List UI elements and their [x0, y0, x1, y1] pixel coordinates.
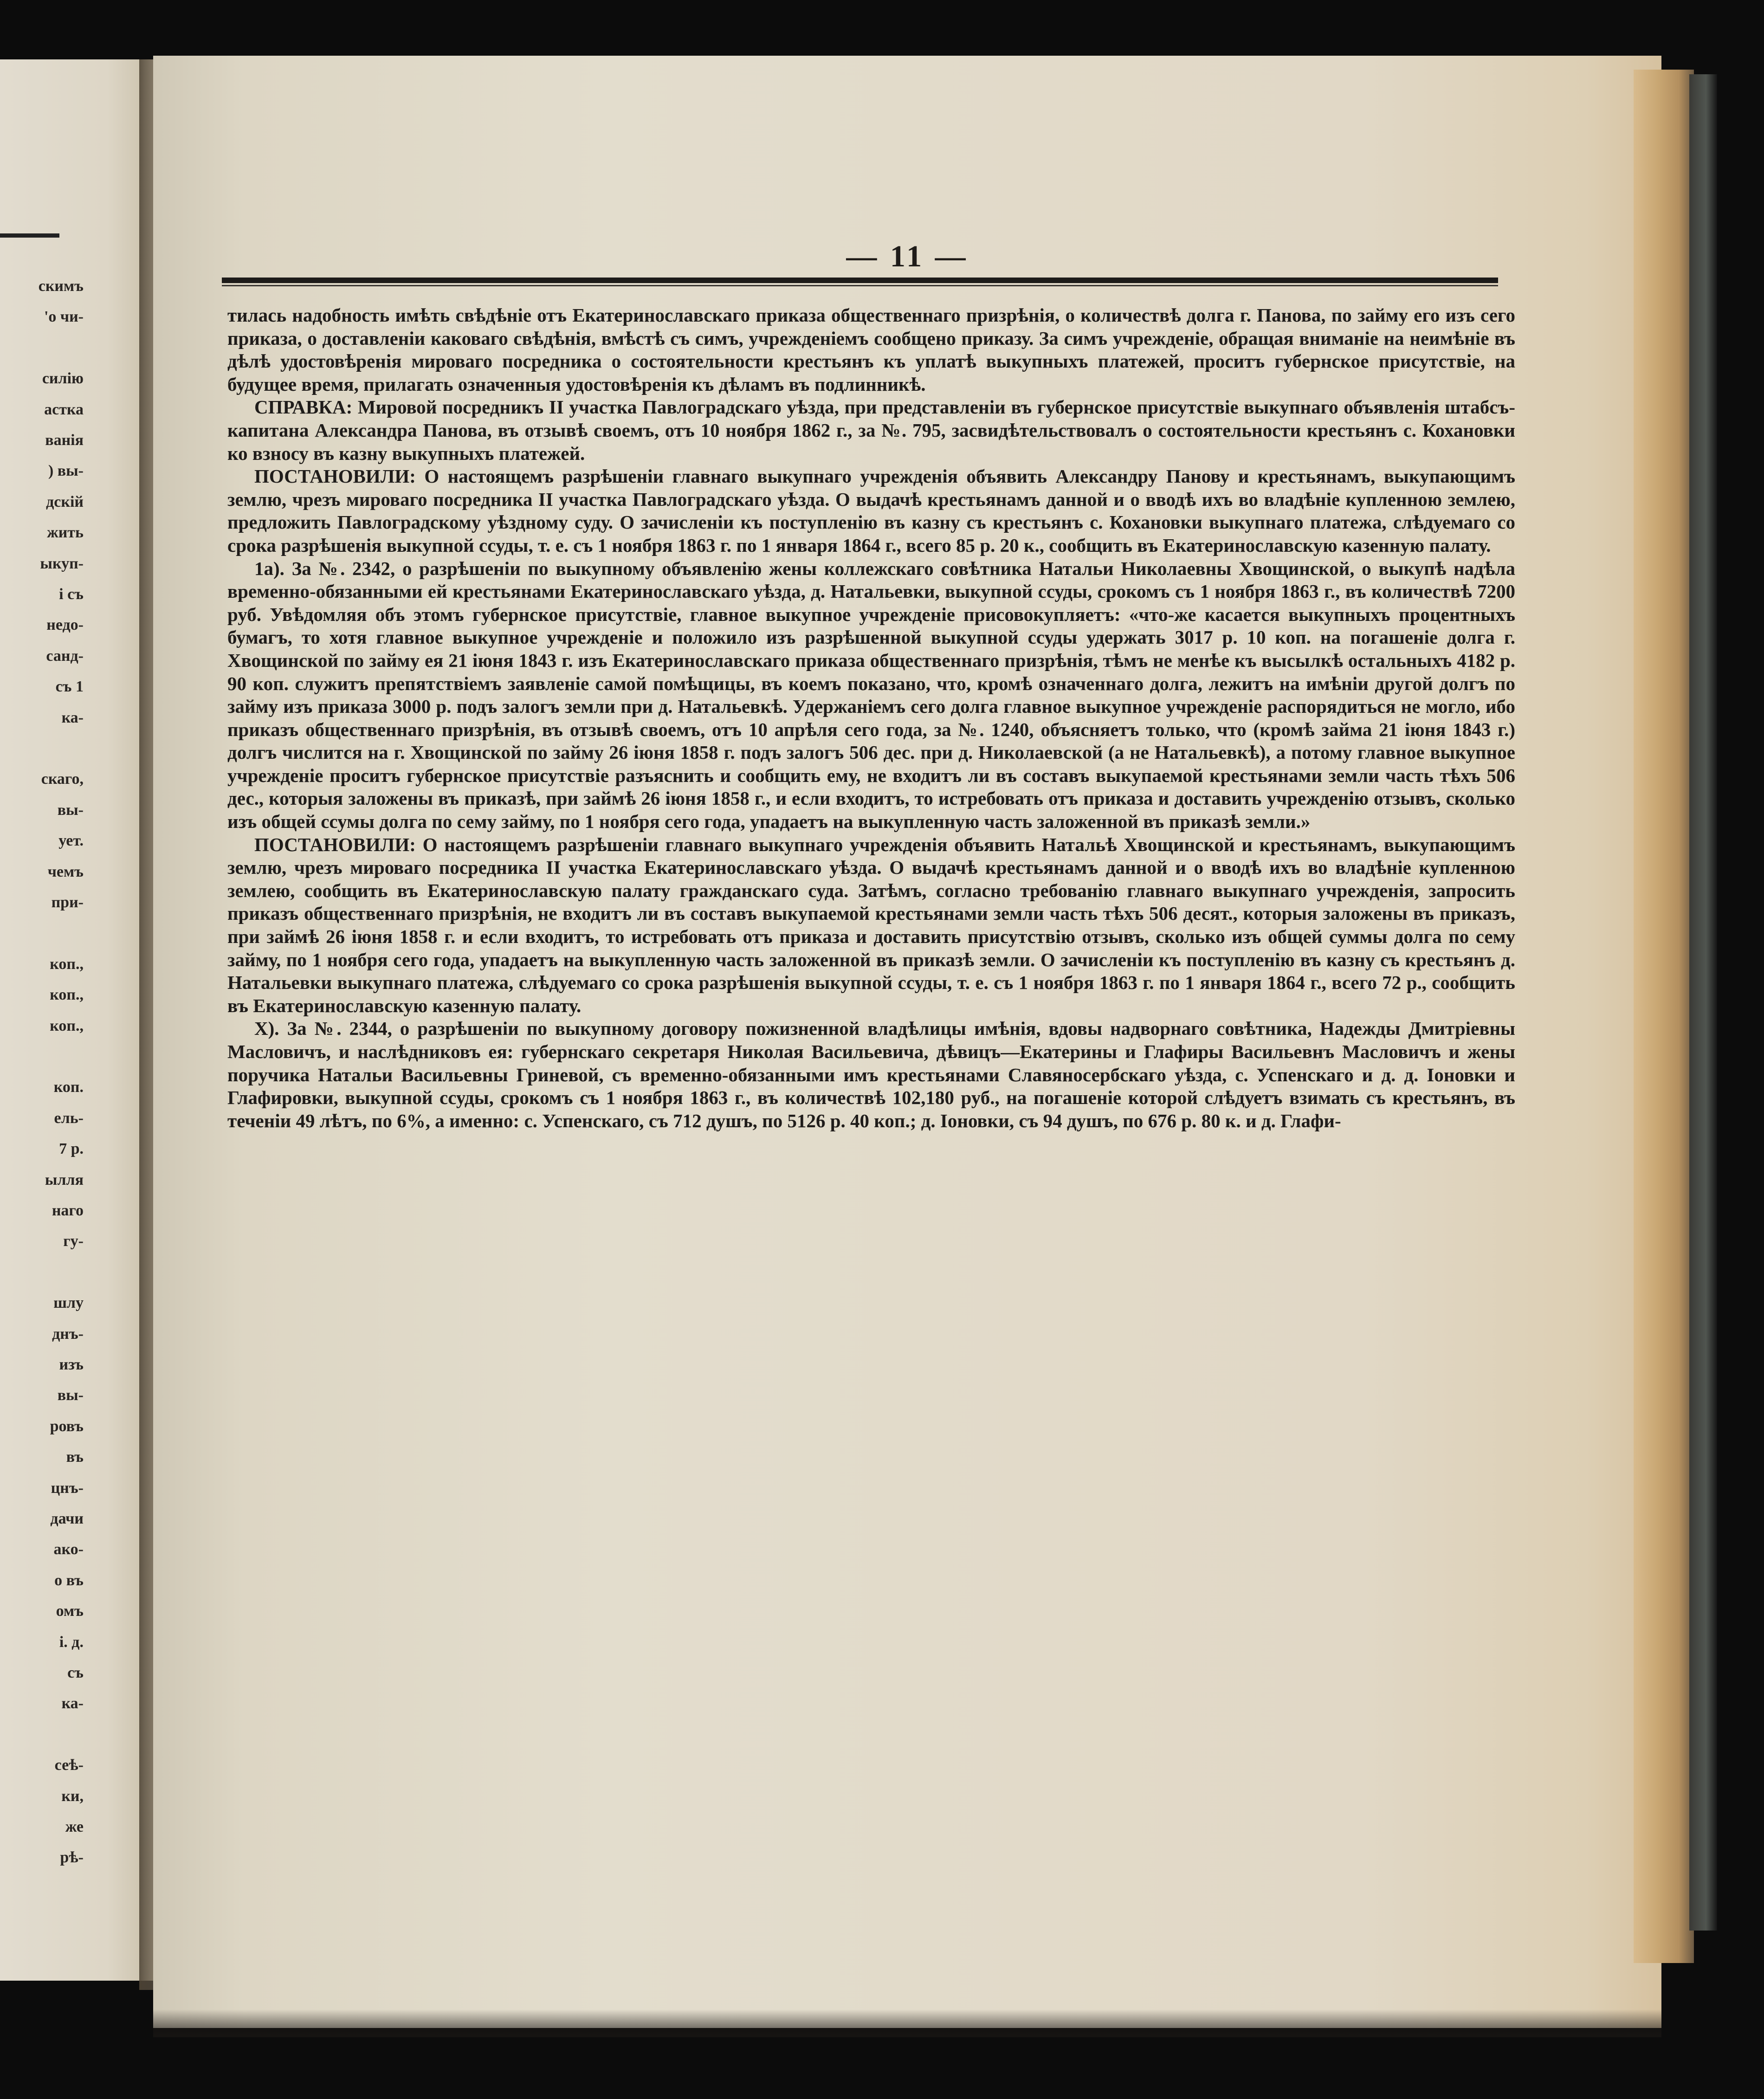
facing-page-fragment: коп.	[53, 1079, 84, 1096]
facing-page-fragment: ель-	[54, 1109, 84, 1127]
facing-page-fragment: рѣ-	[60, 1849, 84, 1866]
facing-page-fragment: астка	[44, 400, 84, 418]
facing-page-fragment: ванія	[45, 432, 84, 449]
paragraph-continuation: тилась надобность имѣть свѣдѣніе отъ Екатеринославскаго приказа общественнаго призрѣнія, о количествѣ долга г. Панова, по займу его изъ сего приказа, о доставленіи каковаго свѣдѣнія, вмѣстѣ съ симъ, учрежденіемъ сообщено приказу. За симъ учрежденіе, обращая вниманіе на неимѣніе въ дѣлѣ удостовѣренія мироваго посредника о состоятельности крестьянъ къ уплатѣ выкупныхъ платежей, проситъ губернское присутствіе, на будущее время, прилагать означенныя удостовѣренія къ дѣламъ въ подлинникѣ.	[227, 304, 1515, 395]
facing-page-fragment: омъ	[56, 1602, 84, 1620]
paragraph-resolution-2: ПОСТАНОВИЛИ: О настоящемъ разрѣшеніи главнаго выкупнаго учрежденія объявить Натальѣ Хвощинской и крестьянамъ, выкупающимъ землю, чрезъ мироваго посредника II участка Екатеринославскаго уѣзда. О выдачѣ крестьянамъ данной и о вводѣ ихъ во владѣніе купленною землею, сообщить въ Екатеринославскую палату гражданскаго суда. Затѣмъ, согласно требованію главнаго выкупнаго учрежденія, запросить приказъ общественнаго призрѣнія, не входитъ ли въ составъ выкупаемой крестьянами земли часть тѣхъ 506 десят., которыя заложены въ приказъ, при займѣ 26 іюня 1858 г. и если входитъ, то истребовать отъ приказа и доставить присутствію отзывъ, сколько изъ общей суммы долга по сему займу, по 1 ноября сего года, упадаетъ на выкупленную часть заложенной въ приказѣ земли. О зачисленіи къ поступленію въ казну съ крестьянъ д. Натальевки выкупнаго платежа, слѣдуемаго со срока разрѣшенія выкупной ссуды, т. е. съ 1 ноября 1863 г. по 1 января 1864 г., всего 72 р., сообщить въ Екатеринославскую казенную палату.	[227, 833, 1515, 1016]
facing-page-fragment: ка-	[61, 1695, 84, 1712]
facing-page-fragment: коп.,	[50, 1017, 84, 1034]
paragraph-item-x: X). За №. 2344, о разрѣшеніи по выкупному договору пожизненной владѣлицы имѣнія, вдовы надворнаго совѣтника, Надежды Дмитріевны Масловичъ, и наслѣдниковъ ея: губернскаго секретаря Николая Васильевича, дѣвицъ—Екатерины и Глафиры Васильевнъ Масловичъ и жены поручика Натальи Васильевны Гриневой, съ временно-обязанными имъ крестьянами Славяносербскаго уѣзда, с. Успенскаго и д. д. Іоновки и Глафировки, выкупной ссуды, срокомъ съ 1 ноября 1863 г., въ количествѣ 102,180 руб., на погашеніе которой слѣдуетъ взимать съ крестьянъ, въ теченіи 49 лѣтъ, по 6%, а именно: с. Успенскаго, съ 712 душъ, по 5126 р. 40 коп.; д. Іоновки, съ 94 душъ, по 676 р. 80 к. и д. Глафи-	[227, 1018, 1515, 1131]
facing-page-fragment: шлу	[53, 1294, 84, 1312]
facing-page-fragment: дскій	[46, 493, 84, 510]
facing-page-fragment: чемъ	[47, 863, 84, 880]
facing-page-fragment: съ 1	[55, 678, 84, 696]
body-text	[227, 304, 1515, 1132]
facing-page-fragment: 'о чи-	[44, 308, 84, 326]
facing-page-fragment: при-	[51, 894, 84, 911]
facing-page-fragment: изъ	[59, 1356, 84, 1373]
facing-page-fragment: і съ	[59, 586, 84, 603]
facing-page-fragment: вы-	[57, 1387, 84, 1404]
facing-page-fragment: санд-	[46, 647, 84, 665]
facing-page-fragment: скаго,	[41, 770, 84, 788]
facing-page-fragment: жить	[47, 524, 84, 542]
facing-page-fragment: 7 р.	[59, 1140, 84, 1158]
paragraph-item-1a: 1а). За №. 2342, о разрѣшеніи по выкупному объявленію жены коллежскаго совѣтника Натальи Николаевны Хвощинской, о выкупѣ надѣла временно-обязанными ей крестьянами Екатеринославскаго уѣзда, д. Натальевки, выкупной ссуды, срокомъ съ 1 ноября 1863 г., въ количествѣ 7200 руб. Увѣдомляя объ этомъ губернское присутствіе, главное выкупное учрежденіе присовокупляетъ: «что-же касается выкупныхъ процентныхъ бумагъ, то хотя главное выкупное учрежденіе и положило изъ разрѣшенной выкупной ссуды удержать 3017 р. 10 коп. на погашеніе долга г. Хвощинской по займу ея 21 іюня 1843 г. изъ Екатеринославскаго приказа общественнаго призрѣнія, тѣмъ не менѣе къ высылкѣ остальныхъ 4182 р. 90 коп. служитъ препятствіемъ заявленіе самой помѣщицы, въ коемъ показано, что, кромѣ означеннаго долга, лежитъ на имѣніи другой долгъ по займу изъ приказа 3000 р. подъ залогъ земли при д. Натальевкѣ. Удержаніемъ сего долга главное выкупное учрежденіе распорядиться не могло, ибо приказъ общественнаго призрѣнія, въ отзывѣ своемъ, отъ 10 апрѣля сего года, за №. 1240, объясняетъ только, что (кромѣ займа 21 іюня 1843 г.) долгъ числится на г. Хвощинской по займу 26 іюня 1858 г. подъ залогъ 506 дес. при д. Николаевской (а не Натальевкѣ), а потому главное выкупное учрежденіе проситъ губернское присутствіе разъяснить и сообщить ему, не входитъ ли въ составъ выкупаемой крестьянами земли часть тѣхъ 506 дес., которыя заложены въ приказѣ, при займѣ 26 іюня 1858 г., и если входитъ, то истребовать отъ приказа и доставить учрежденію отзывъ, сколько изъ общей ссумы долга по сему займу, по 1 ноября сего года, упадаетъ на выкупленную часть заложенной въ приказѣ земли.»	[227, 557, 1515, 833]
facing-page-fragment: съ	[67, 1664, 84, 1681]
facing-page-fragment: о въ	[54, 1571, 84, 1589]
facing-page-fragment: коп.,	[50, 986, 84, 1004]
page-number: — 11 —	[846, 239, 969, 273]
facing-page-fragment: ует.	[58, 832, 84, 850]
facing-page-rule	[0, 233, 59, 238]
facing-page-fragment: же	[65, 1818, 84, 1835]
facing-page-fragment: ка-	[61, 709, 84, 726]
facing-page-fragment: силію	[42, 370, 84, 388]
facing-page-fragment: днъ-	[52, 1325, 84, 1343]
paragraph-spravka: СПРАВКА: Мировой посредникъ II участка Павлоградскаго уѣзда, при представленіи въ губернское присутствіе выкупнаго объявленія штабсъ-капитана Александра Панова, въ отзывѣ своемъ, отъ 10 ноября 1862 г., за №. 795, засвидѣтельствовалъ о состоятельности крестьянъ с. Кохановки ко взносу въ казну выкупныхъ платежей.	[227, 396, 1515, 464]
facing-page-fragment: недо-	[46, 616, 84, 634]
facing-page-fragment: дачи	[50, 1510, 84, 1527]
facing-page-fragment: ки,	[61, 1787, 84, 1805]
main-page	[153, 56, 1661, 2028]
facing-page-fragment: гу-	[63, 1233, 84, 1250]
page-block-edge	[1634, 70, 1694, 1963]
header-rule-thin	[222, 285, 1498, 286]
facing-page-fragment: наго	[52, 1202, 84, 1219]
facing-page-fragment: цнъ-	[51, 1479, 84, 1497]
facing-page-fragment: ) вы-	[48, 462, 84, 480]
facing-page-fragment: ыкуп-	[40, 555, 84, 572]
book-cover-edge	[1689, 74, 1717, 1931]
facing-page-fragment: въ	[66, 1448, 84, 1466]
bottom-shadow	[153, 2009, 1661, 2037]
facing-page-fragment: сеѣ-	[54, 1757, 84, 1774]
facing-page-fragment: скимъ	[38, 278, 84, 295]
facing-page-fragment: ако-	[53, 1541, 84, 1558]
facing-page-fragment: ровъ	[50, 1417, 84, 1435]
facing-page-fragment: коп.,	[50, 955, 84, 973]
header-rule	[222, 278, 1498, 283]
facing-page-fragment: і. д.	[59, 1633, 84, 1651]
paragraph-resolution-1: ПОСТАНОВИЛИ: О настоящемъ разрѣшеніи главнаго выкупнаго учрежденія объявить Александру Панову и крестьянамъ, выкупающимъ землю, чрезъ мироваго посредника II участка Павлоградскаго уѣзда. О выдачѣ крестьянамъ данной и о вводѣ ихъ во владѣніе купленною землею, предложить Павлоградскому уѣздному суду. О зачисленіи къ поступленію въ казну съ крестьянъ с. Кохановки выкупнаго платежа, слѣдуемаго со срока разрѣшенія выкупной ссуды, т. е. съ 1 ноября 1863 г. по 1 января 1864 г., всего 85 р. 20 к., сообщить въ Екатеринославскую казенную палату.	[227, 465, 1515, 556]
facing-page-fragment: ылля	[45, 1171, 84, 1188]
facing-page-fragment: вы-	[57, 801, 84, 819]
facing-page	[0, 59, 153, 1981]
